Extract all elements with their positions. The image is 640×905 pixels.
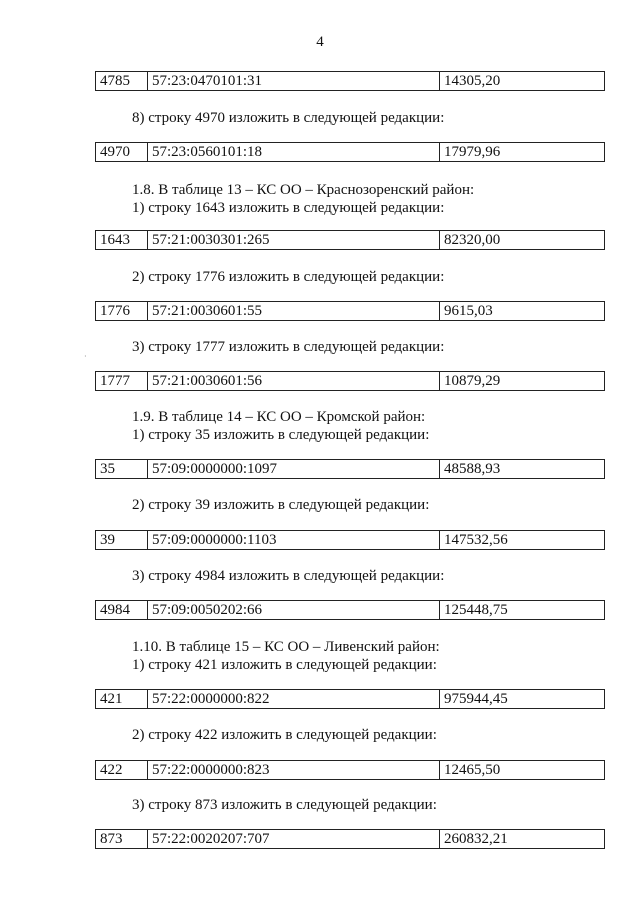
cadastral-number-cell: 57:21:0030601:56 <box>148 372 440 391</box>
row-number-cell: 4984 <box>96 601 148 620</box>
table-row <box>95 71 605 91</box>
paragraph: 1) строку 35 изложить в следующей редакции: <box>132 427 430 443</box>
paragraph: 3) строку 873 изложить в следующей редакции: <box>132 797 437 813</box>
paragraph: 2) строку 422 изложить в следующей редакции: <box>132 727 437 743</box>
section-heading: 1.10. В таблице 15 – КС ОО – Ливенский район: <box>132 639 440 655</box>
cadastral-value-cell: 260832,21 <box>440 830 605 849</box>
table-row <box>95 459 605 479</box>
table-row <box>95 142 605 162</box>
cadastral-value-cell: 9615,03 <box>440 302 605 321</box>
row-number-cell: 873 <box>96 830 148 849</box>
table-row <box>95 230 605 250</box>
cadastral-number-cell: 57:09:0050202:66 <box>148 601 440 620</box>
table-row <box>95 301 605 321</box>
cadastral-value-cell: 17979,96 <box>440 143 605 162</box>
row-number-cell: 1776 <box>96 302 148 321</box>
row-number-cell: 4970 <box>96 143 148 162</box>
paragraph: 3) строку 4984 изложить в следующей редакции: <box>132 568 445 584</box>
cadastral-value-cell: 125448,75 <box>440 601 605 620</box>
cadastral-number-cell: 57:21:0030301:265 <box>148 231 440 250</box>
cadastral-number-cell: 57:22:0000000:823 <box>148 761 440 780</box>
cadastral-number-cell: 57:21:0030601:55 <box>148 302 440 321</box>
row-number-cell: 39 <box>96 531 148 550</box>
cadastral-number-cell: 57:22:0000000:822 <box>148 690 440 709</box>
table-row <box>95 371 605 391</box>
cadastral-value-cell: 147532,56 <box>440 531 605 550</box>
row-number-cell: 1643 <box>96 231 148 250</box>
cadastral-value-cell: 14305,20 <box>440 72 605 91</box>
cadastral-number-cell: 57:09:0000000:1097 <box>148 460 440 479</box>
cadastral-number-cell: 57:09:0000000:1103 <box>148 531 440 550</box>
paragraph: 2) строку 1776 изложить в следующей редакции: <box>132 269 445 285</box>
cadastral-value-cell: 10879,29 <box>440 372 605 391</box>
cadastral-number-cell: 57:23:0470101:31 <box>148 72 440 91</box>
table-row <box>95 600 605 620</box>
row-number-cell: 35 <box>96 460 148 479</box>
paragraph: 1) строку 1643 изложить в следующей редакции: <box>132 200 445 216</box>
paragraph: 3) строку 1777 изложить в следующей редакции: <box>132 339 445 355</box>
row-number-cell: 4785 <box>96 72 148 91</box>
paragraph: 2) строку 39 изложить в следующей редакции: <box>132 497 430 513</box>
row-number-cell: 1777 <box>96 372 148 391</box>
section-heading: 1.8. В таблице 13 – КС ОО – Краснозоренский район: <box>132 182 475 198</box>
table-row <box>95 689 605 709</box>
cadastral-value-cell: 12465,50 <box>440 761 605 780</box>
table-row <box>95 829 605 849</box>
row-number-cell: 421 <box>96 690 148 709</box>
table-row <box>95 760 605 780</box>
cadastral-number-cell: 57:23:0560101:18 <box>148 143 440 162</box>
table-row <box>95 530 605 550</box>
cadastral-value-cell: 975944,45 <box>440 690 605 709</box>
paragraph: 1) строку 421 изложить в следующей редакции: <box>132 657 437 673</box>
scan-dot: · <box>84 352 87 361</box>
row-number-cell: 422 <box>96 761 148 780</box>
cadastral-number-cell: 57:22:0020207:707 <box>148 830 440 849</box>
section-heading: 1.9. В таблице 14 – КС ОО – Кромской район: <box>132 409 426 425</box>
cadastral-value-cell: 48588,93 <box>440 460 605 479</box>
page-number: 4 <box>316 34 324 50</box>
cadastral-value-cell: 82320,00 <box>440 231 605 250</box>
paragraph: 8) строку 4970 изложить в следующей редакции: <box>132 110 445 126</box>
